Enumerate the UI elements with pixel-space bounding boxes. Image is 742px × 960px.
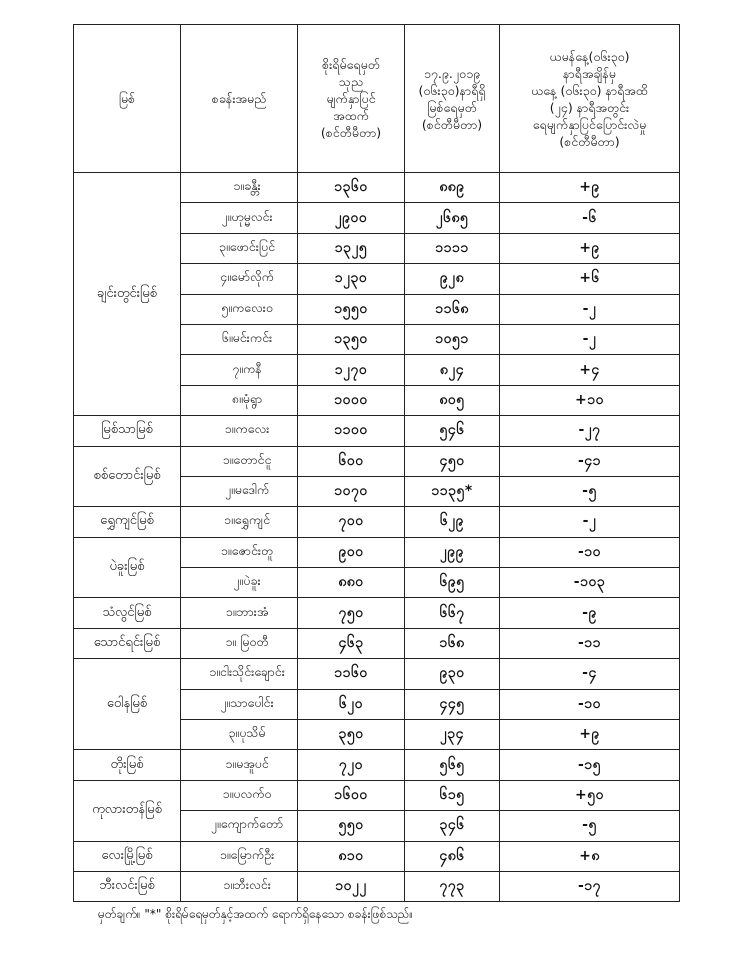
river-name: ရွှေကျင်မြစ်: [74, 507, 181, 537]
level-change: -၂: [500, 294, 680, 324]
station-name: ၁။ပလက်ဝ: [181, 780, 298, 810]
table-row: [74, 871, 680, 901]
station-name: ၁။ဇောင်းတူ: [181, 537, 298, 567]
danger-level: ၅၅၀: [298, 811, 405, 841]
level-change: -၂၇: [500, 416, 680, 446]
water-level: ၁၁၃၅*: [405, 476, 500, 506]
danger-level: ၁၆၀၀: [298, 780, 405, 810]
level-change: -၂: [500, 507, 680, 537]
station-name: ၂။ပဲခူး: [181, 568, 298, 598]
danger-level: ၁၀၂၂: [298, 871, 405, 901]
header-change-line: ယမန်နေ့(၀၆း၃၀): [549, 48, 630, 64]
river-name: ချင်းတွင်းမြစ်: [74, 173, 181, 416]
header-change: [500, 25, 680, 173]
header-level-line: ၁၇.၉.၂၀၁၉: [423, 65, 481, 81]
level-change: -၉: [500, 598, 680, 628]
danger-level: ၁၂၇၀: [298, 355, 405, 385]
danger-level: ၁၀၇၀: [298, 476, 405, 506]
water-level: ၁၁၆၈: [405, 294, 500, 324]
station-name: ၁။မြောက်ဦး: [181, 841, 298, 871]
river-name: ဝေါနမြစ်: [74, 659, 181, 750]
header-danger-level: [298, 25, 405, 173]
level-change: -၁၅: [500, 750, 680, 780]
level-change: -၆: [500, 203, 680, 233]
level-change: -၅: [500, 811, 680, 841]
station-name: ၃။ဖောင်းပြင်: [181, 233, 298, 263]
header-change-line: (စင်တီမီတာ): [559, 133, 620, 149]
danger-level: ၁၁၀၀: [298, 416, 405, 446]
river-name: ဘီးလင်းမြစ်: [74, 871, 181, 901]
table-row: [74, 628, 680, 658]
header-danger-line: (စင်တီမီတာ): [320, 125, 382, 140]
river-name: သံလွင်မြစ်: [74, 598, 181, 628]
station-name: ၃။ပုသိမ်: [181, 720, 298, 750]
level-change: -၁၁: [500, 628, 680, 658]
header-level-line: (၀၆း၃၀)နာရီရှိ: [418, 82, 486, 98]
table-row: [74, 537, 680, 567]
level-change: +၅၀: [500, 780, 680, 810]
danger-level: ၁၃၅၀: [298, 324, 405, 354]
station-name: ၂။သာပေါင်း: [181, 689, 298, 719]
station-name: ၁။ရွှေကျင်: [181, 507, 298, 537]
river-name: သောင်ရင်းမြစ်: [74, 628, 181, 658]
table-row: [74, 173, 680, 203]
station-name: ၁။ဘီးလင်း: [181, 871, 298, 901]
level-change: -၄၁: [500, 446, 680, 476]
station-name: ၈။မုံရွာ: [181, 385, 298, 415]
water-level: ၇၇၃: [405, 871, 500, 901]
station-name: ၁။ကလေး: [181, 416, 298, 446]
river-name: ကုလားတန်မြစ်: [74, 780, 181, 841]
water-level: ၂၃၄: [405, 720, 500, 750]
level-change: +၄: [500, 355, 680, 385]
danger-level: ၁၂၃၀: [298, 264, 405, 294]
table-row: [74, 416, 680, 446]
level-change: -၅: [500, 476, 680, 506]
level-change: +၁၀: [500, 385, 680, 415]
danger-level: ၆၂၀: [298, 689, 405, 719]
river-name: လေးမြို့မြစ်: [74, 841, 181, 871]
table-row: [74, 841, 680, 871]
river-name: တိုးမြစ်: [74, 750, 181, 780]
water-level: ၉၃၀: [405, 659, 500, 689]
water-level: ၆၁၅: [405, 780, 500, 810]
station-name: ၂။မဒေါက်: [181, 476, 298, 506]
header-row: [74, 25, 680, 173]
river-name: မြစ်သာမြစ်: [74, 416, 181, 446]
danger-level: ၁၁၆၀: [298, 659, 405, 689]
danger-level: ၇၂၀: [298, 750, 405, 780]
table-row: [74, 507, 680, 537]
danger-level: ၂၉၀၀: [298, 203, 405, 233]
station-name: ၆။မင်းကင်း: [181, 324, 298, 354]
level-change: -၂: [500, 324, 680, 354]
water-level: ၂၉၉: [405, 537, 500, 567]
header-river: မြစ်: [74, 25, 181, 173]
danger-level: ၁၃၂၅: [298, 233, 405, 263]
level-change: +၉: [500, 233, 680, 263]
table-row: [74, 659, 680, 689]
danger-level: ၇၅၀: [298, 598, 405, 628]
water-level: ၆၉၅: [405, 568, 500, 598]
level-change: +၈: [500, 841, 680, 871]
danger-level: ၈၁၀: [298, 841, 405, 871]
station-name: ၁။တောင်ငူ: [181, 446, 298, 476]
danger-level: ၃၅၀: [298, 720, 405, 750]
danger-level: ၇၀၀: [298, 507, 405, 537]
level-change: +၉: [500, 173, 680, 203]
header-change-line: ရေမျက်နှာပြင်ပြောင်းလဲမှု: [532, 116, 647, 132]
header-danger-line: စိုးရိမ်ရေမှတ်: [322, 57, 380, 72]
danger-level: ၁၃၆၀: [298, 173, 405, 203]
header-station: စခန်းအမည်: [181, 25, 298, 173]
level-change: -၁၀၃: [500, 568, 680, 598]
level-change: +၆: [500, 264, 680, 294]
river-level-table: [73, 24, 680, 902]
station-name: ၁။ခန္တီး: [181, 173, 298, 203]
footnote: မှတ်ချက်။ "*" စိုးရိမ်ရေမှတ်နှင့်အထက် ရောက်ရှိနေသော စခန်းဖြစ်သည်။: [98, 907, 414, 921]
water-level: ၆၂၉: [405, 507, 500, 537]
station-name: ၂။ကျောက်တော်: [181, 811, 298, 841]
level-change: +၉: [500, 720, 680, 750]
header-change-line: (၂၄) နာရီအတွင်း: [549, 99, 630, 115]
level-change: -၁၇: [500, 871, 680, 901]
water-level: ၅၆၅: [405, 750, 500, 780]
water-level: ၁၁၁၁: [405, 233, 500, 263]
station-name: ၇။ကနီ: [181, 355, 298, 385]
level-change: -၁၀: [500, 689, 680, 719]
header-danger-line: အထက်: [333, 108, 369, 123]
station-name: ၂။ဟုမ္မလင်း: [181, 203, 298, 233]
station-name: ၄။မော်လိုက်: [181, 264, 298, 294]
danger-level: ၆၀၀: [298, 446, 405, 476]
danger-level: ၄၆၃: [298, 628, 405, 658]
water-level: ၈၂၄: [405, 355, 500, 385]
header-level-line: (စင်တီမီတာ): [421, 116, 483, 132]
table-row: [74, 780, 680, 810]
level-change: -၁၀: [500, 537, 680, 567]
danger-level: ၈၈၀: [298, 568, 405, 598]
header-danger-line: မျက်နှာပြင်: [326, 91, 376, 106]
water-level: ၄၈၆: [405, 841, 500, 871]
table-row: [74, 446, 680, 476]
danger-level: ၁၀၀၀: [298, 385, 405, 415]
level-change: -၄: [500, 659, 680, 689]
danger-level: ၁၅၅၀: [298, 294, 405, 324]
header-level-line: မြစ်ရေမှတ်: [427, 99, 477, 115]
water-level: ၆၆၇: [405, 598, 500, 628]
station-name: ၁။မအူပင်: [181, 750, 298, 780]
station-name: ၁။ မြဝတီ: [181, 628, 298, 658]
table-row: [74, 598, 680, 628]
water-level: ၁၀၅၁: [405, 324, 500, 354]
water-level: ၉၂၈: [405, 264, 500, 294]
water-level: ၅၄၆: [405, 416, 500, 446]
water-level: ၄၄၅: [405, 689, 500, 719]
station-name: ၁။ဘားအံ: [181, 598, 298, 628]
water-level: ၂၆၈၅: [405, 203, 500, 233]
header-change-line: ယနေ့ (၀၆း၃၀) နာရီအထိ: [531, 82, 648, 98]
river-name: စစ်တောင်းမြစ်: [74, 446, 181, 507]
river-name: ပဲခူးမြစ်: [74, 537, 181, 598]
station-name: ၅။ကလေးဝ: [181, 294, 298, 324]
danger-level: ၉၀၀: [298, 537, 405, 567]
header-change-line: နာရီအချိန်မှ: [563, 65, 616, 81]
water-level: ၃၄၆: [405, 811, 500, 841]
header-water-level: [405, 25, 500, 173]
water-level: ၁၆၈: [405, 628, 500, 658]
station-name: ၁။ငါးသိုင်းချောင်း: [181, 659, 298, 689]
header-danger-line: သုည: [338, 74, 364, 89]
water-level: ၄၅၀: [405, 446, 500, 476]
water-level: ၈၈၉: [405, 173, 500, 203]
water-level: ၈၀၅: [405, 385, 500, 415]
table-row: [74, 750, 680, 780]
